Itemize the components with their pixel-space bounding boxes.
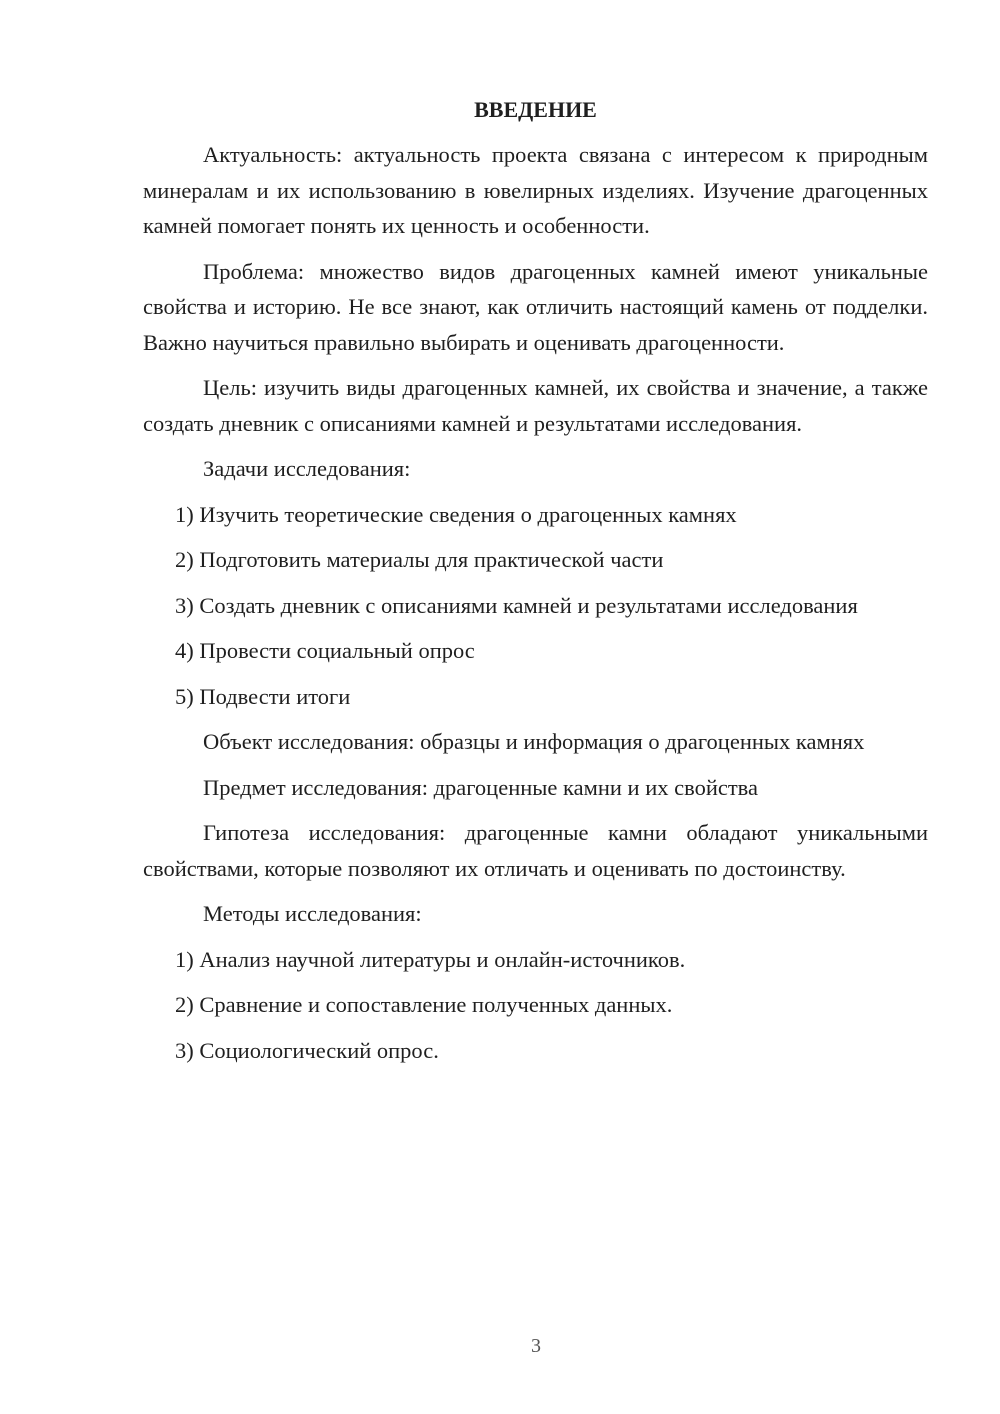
task-item: 5) Подвести итоги <box>175 683 351 709</box>
hypothesis-paragraph: Гипотеза исследования: драгоценные камни обладают уникальными свойствами, которые позволяют их отличать и оценивать по достоинству. <box>143 820 928 881</box>
task-item: 2) Подготовить материалы для практической части <box>175 547 664 572</box>
tasks-heading: Задачи исследования: <box>203 456 411 481</box>
section-title: ВВЕДЕНИЕ <box>474 97 597 122</box>
method-item: 3) Социологический опрос. <box>175 1037 439 1063</box>
method-item: 2) Сравнение и сопоставление полученных данных. <box>175 992 673 1017</box>
task-item: 4) Провести социальный опрос <box>175 638 475 663</box>
subject-paragraph: Предмет исследования: драгоценные камни и их свойства <box>203 774 758 800</box>
relevance-paragraph: Актуальность: актуальность проекта связана с интересом к природным минералам и их использованию в ювелирных изделиях. Изучение драгоценных камней помогает понять их ценность и особенности. <box>143 142 928 238</box>
task-item: 3) Создать дневник с описаниями камней и результатами исследования <box>175 592 858 618</box>
method-item: 1) Анализ научной литературы и онлайн-источников. <box>175 946 686 972</box>
problem-paragraph: Проблема: множество видов драгоценных камней имеют уникальные свойства и историю. Не все знают, как отличить настоящий камень от подделки. Важно научиться правильно выбирать и оценивать драгоценности. <box>143 258 928 355</box>
methods-heading: Методы исследования: <box>203 901 422 926</box>
goal-paragraph: Цель: изучить виды драгоценных камней, их свойства и значение, а также создать дневник с описаниями камней и результатами исследования. <box>143 375 928 436</box>
page-number: 3 <box>531 1335 541 1357</box>
page-content <box>143 95 928 1078</box>
object-paragraph: Объект исследования: образцы и информация о драгоценных камнях <box>203 729 865 754</box>
task-item: 1) Изучить теоретические сведения о драгоценных камнях <box>175 501 737 527</box>
